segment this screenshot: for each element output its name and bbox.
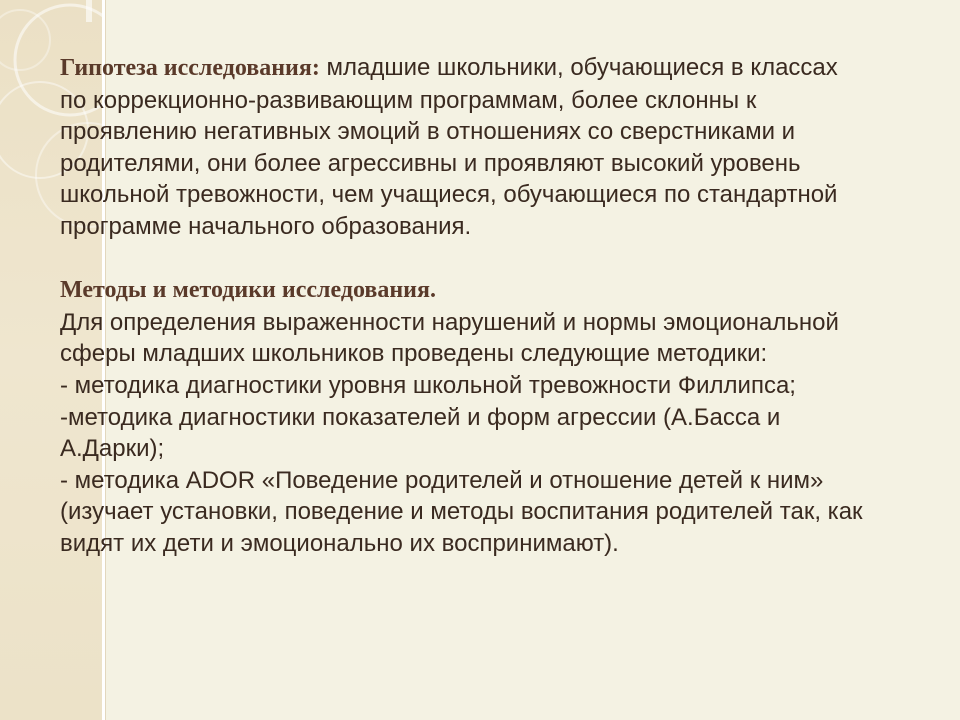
methods-line: видят их дети и эмоционально их воспринимают). <box>60 529 619 557</box>
methods-paragraph <box>60 274 920 559</box>
hypothesis-line: программе начального образования. <box>60 212 472 240</box>
paragraph-spacer <box>60 243 920 275</box>
methods-heading: Методы и методики исследования. <box>60 277 436 304</box>
slide-content <box>60 52 920 560</box>
hypothesis-line: проявлению негативных эмоций в отношениях со сверстниками и <box>60 118 796 146</box>
methods-line: сферы младших школьников проведены следующие методики: <box>60 340 768 368</box>
methods-line: - методика диагностики уровня школьной тревожности Филлипса; <box>60 371 796 399</box>
hypothesis-line: школьной тревожности, чем учащиеся, обучающиеся по стандартной <box>60 181 838 209</box>
hypothesis-line: младшие школьники, обучающиеся в классах <box>319 54 838 81</box>
hypothesis-line: по коррекционно-развивающим программам, более склонны к <box>60 86 757 114</box>
methods-line: А.Дарки); <box>60 435 165 463</box>
methods-line: Для определения выраженности нарушений и нормы эмоциональной <box>60 308 839 336</box>
methods-line: (изучает установки, поведение и методы воспитания родителей так, как <box>60 498 863 526</box>
methods-line: - методика ADOR «Поведение родителей и отношение детей к ним» <box>60 466 824 494</box>
methods-line: -методика диагностики показателей и форм агрессии (А.Басса и <box>60 403 781 431</box>
hypothesis-line: родителями, они более агрессивны и проявляют высокий уровень <box>60 149 801 177</box>
hypothesis-heading: Гипотеза исследования: <box>60 55 320 81</box>
hypothesis-paragraph <box>60 52 920 243</box>
